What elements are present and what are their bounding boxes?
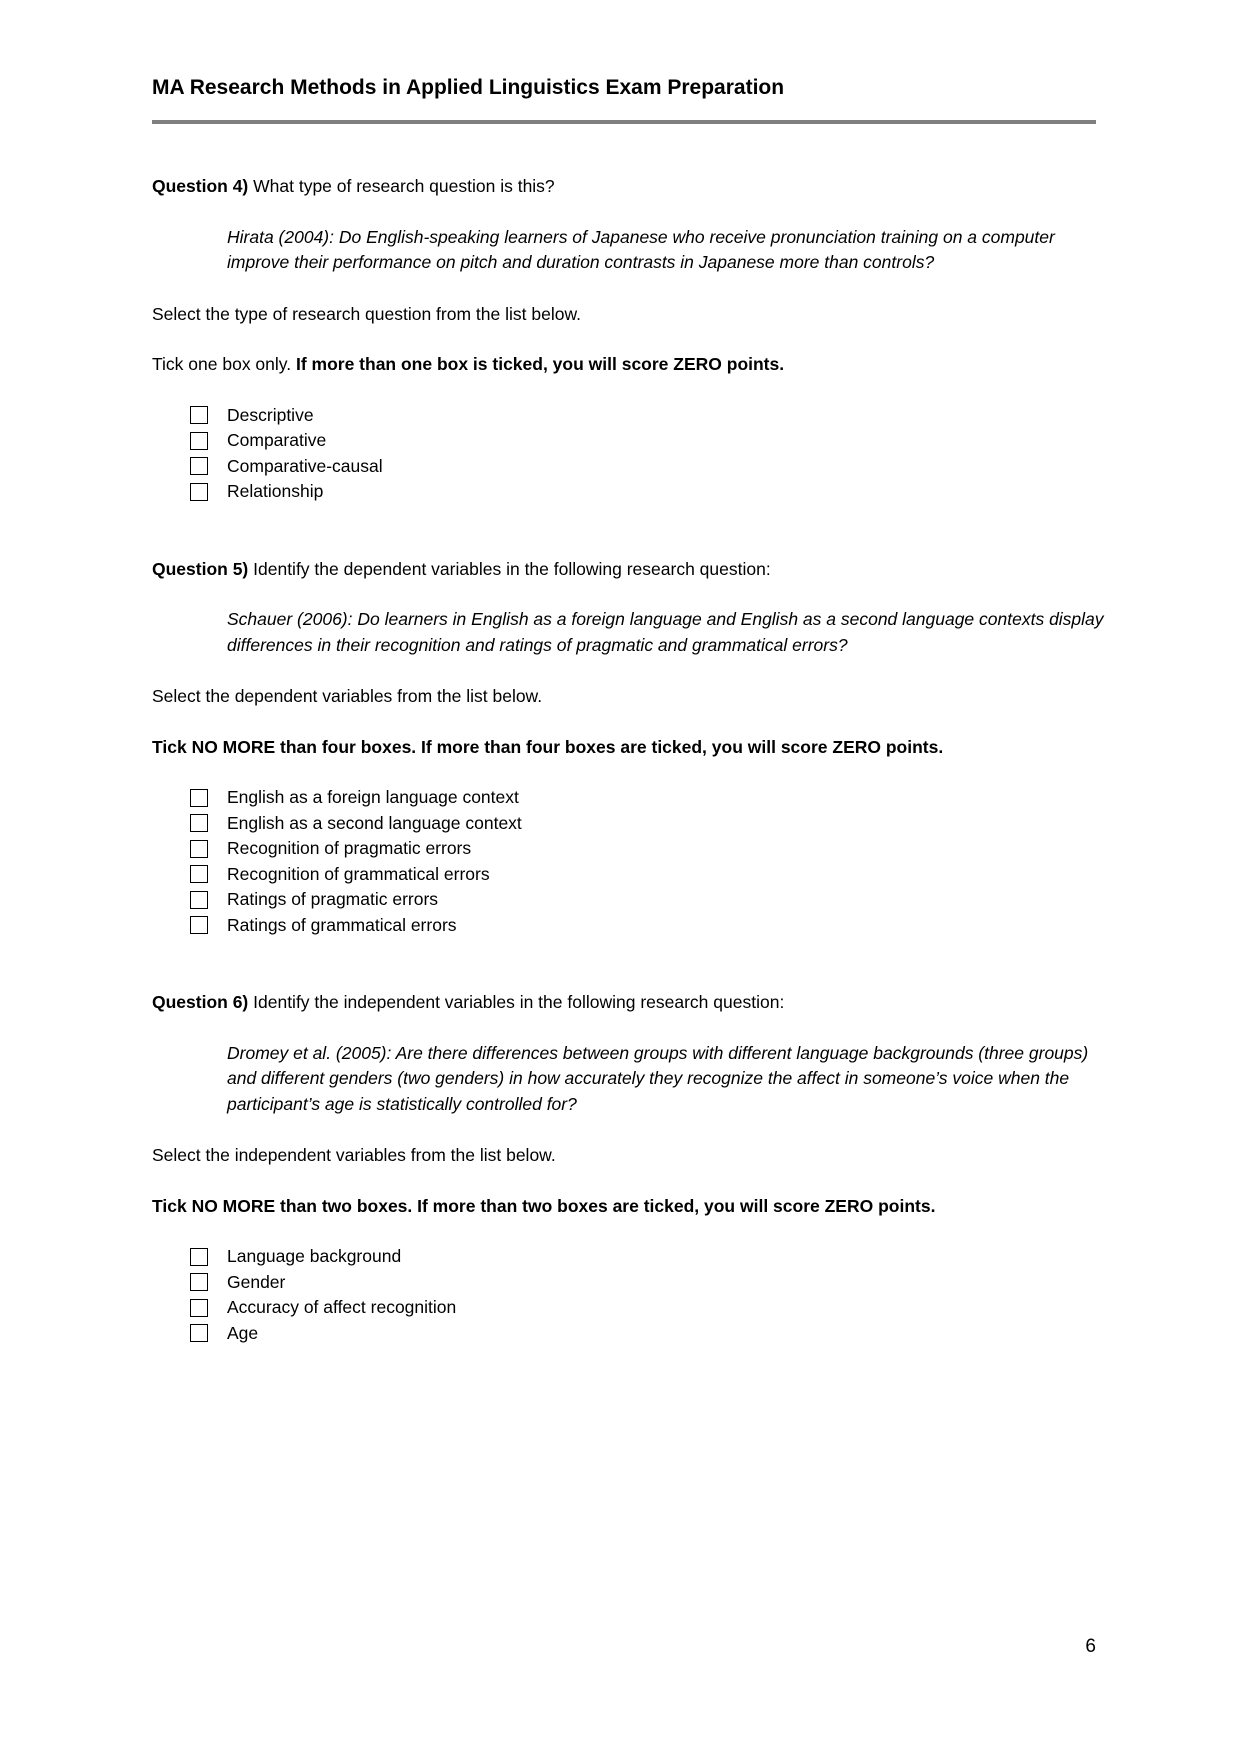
tick-instruction-warning: Tick NO MORE than two boxes. If more than two boxes are ticked, you will score ZERO points.: [152, 1195, 936, 1216]
select-instruction: Select the dependent variables from the list below.: [152, 686, 543, 706]
answer-option[interactable]: [190, 403, 1096, 429]
option-label: Ratings of pragmatic errors: [227, 889, 439, 909]
answer-option[interactable]: [190, 1244, 1096, 1270]
tick-instruction-plain: Tick one box only.: [152, 354, 296, 374]
answer-option[interactable]: [190, 1295, 1096, 1321]
option-checkbox[interactable]: [190, 916, 208, 934]
answer-option[interactable]: [190, 887, 1096, 913]
answer-option[interactable]: [190, 862, 1096, 888]
research-question-quote: Schauer (2006): Do learners in English as a foreign language and English as a second language contexts display differences in their recognition and ratings of pragmatic and grammatical errors?: [227, 609, 1104, 655]
question-6: [152, 990, 1096, 1346]
option-label: Comparative: [227, 430, 327, 450]
answer-option[interactable]: [190, 1321, 1096, 1347]
question-label: Question 4): [152, 176, 249, 196]
option-label: Age: [227, 1322, 259, 1343]
answer-options: [190, 403, 1096, 505]
tick-instruction: [152, 735, 1096, 761]
document-title: MA Research Methods in Applied Linguistics Exam Preparation: [152, 76, 785, 99]
option-checkbox[interactable]: [190, 406, 208, 424]
question-prompt: Identify the independent variables in the following research question:: [248, 992, 785, 1012]
answer-options: [190, 785, 1096, 938]
option-checkbox[interactable]: [190, 1248, 208, 1266]
answer-option[interactable]: [190, 811, 1096, 837]
answer-option[interactable]: [190, 428, 1096, 454]
question-heading: [152, 557, 1096, 583]
option-label: Comparative-causal: [227, 455, 383, 476]
option-checkbox[interactable]: [190, 483, 208, 501]
question-label: Question 6): [152, 992, 249, 1012]
question-5: [152, 557, 1104, 939]
option-label: Descriptive: [227, 404, 314, 425]
answer-options: [190, 1244, 1096, 1346]
question-4: [152, 174, 1096, 505]
option-label: Recognition of pragmatic errors: [227, 838, 472, 858]
tick-instruction: [152, 1194, 1096, 1220]
header-divider: [152, 120, 1096, 124]
option-checkbox[interactable]: [190, 789, 208, 807]
answer-option[interactable]: [190, 454, 1096, 480]
option-checkbox[interactable]: [190, 1273, 208, 1291]
option-label: Language background: [227, 1246, 402, 1266]
question-prompt: What type of research question is this?: [248, 176, 555, 196]
option-checkbox[interactable]: [190, 840, 208, 858]
page-number: 6: [1085, 1636, 1096, 1657]
question-prompt: Identify the dependent variables in the following research question:: [248, 558, 771, 579]
question-heading: [152, 174, 1096, 200]
option-label: English as a foreign language context: [227, 787, 519, 807]
answer-option[interactable]: [190, 479, 1096, 505]
tick-instruction-warning: Tick NO MORE than four boxes. If more than four boxes are ticked, you will score ZERO points.: [152, 736, 944, 757]
question-spacer: [152, 505, 1096, 557]
answer-option[interactable]: [190, 913, 1096, 939]
option-checkbox[interactable]: [190, 891, 208, 909]
document-body: [152, 174, 1104, 1346]
question-spacer: [152, 938, 1096, 990]
option-checkbox[interactable]: [190, 1324, 208, 1342]
tick-instruction: [152, 352, 1096, 378]
page-header: [152, 74, 1096, 102]
question-label: Question 5): [152, 558, 249, 579]
tick-instruction-warning: If more than one box is ticked, you will score ZERO points.: [295, 354, 785, 374]
answer-option[interactable]: [190, 1270, 1096, 1296]
option-checkbox[interactable]: [190, 1299, 208, 1317]
option-label: Relationship: [227, 481, 324, 501]
research-question-quote: Dromey et al. (2005): Are there differences between groups with different language backgrounds (three groups) and different genders (two genders) in how accurately they recognize the affect in someone’s voice when the participant’s age is statistically controlled for?: [227, 1042, 1089, 1114]
answer-option[interactable]: [190, 836, 1096, 862]
option-label: Accuracy of affect recognition: [227, 1297, 457, 1317]
option-label: English as a second language context: [227, 812, 522, 833]
option-label: Gender: [227, 1271, 286, 1292]
answer-option[interactable]: [190, 785, 1096, 811]
select-instruction: Select the independent variables from the list below.: [152, 1145, 556, 1165]
select-instruction: Select the type of research question from the list below.: [152, 303, 581, 324]
research-question-quote: Hirata (2004): Do English-speaking learners of Japanese who receive pronunciation training on a computer improve their performance on pitch and duration contrasts in Japanese more than controls?: [227, 226, 1055, 272]
option-checkbox[interactable]: [190, 814, 208, 832]
option-checkbox[interactable]: [190, 432, 208, 450]
option-label: Recognition of grammatical errors: [227, 863, 490, 884]
option-label: Ratings of grammatical errors: [227, 914, 457, 935]
question-heading: [152, 990, 1096, 1016]
option-checkbox[interactable]: [190, 865, 208, 883]
option-checkbox[interactable]: [190, 457, 208, 475]
